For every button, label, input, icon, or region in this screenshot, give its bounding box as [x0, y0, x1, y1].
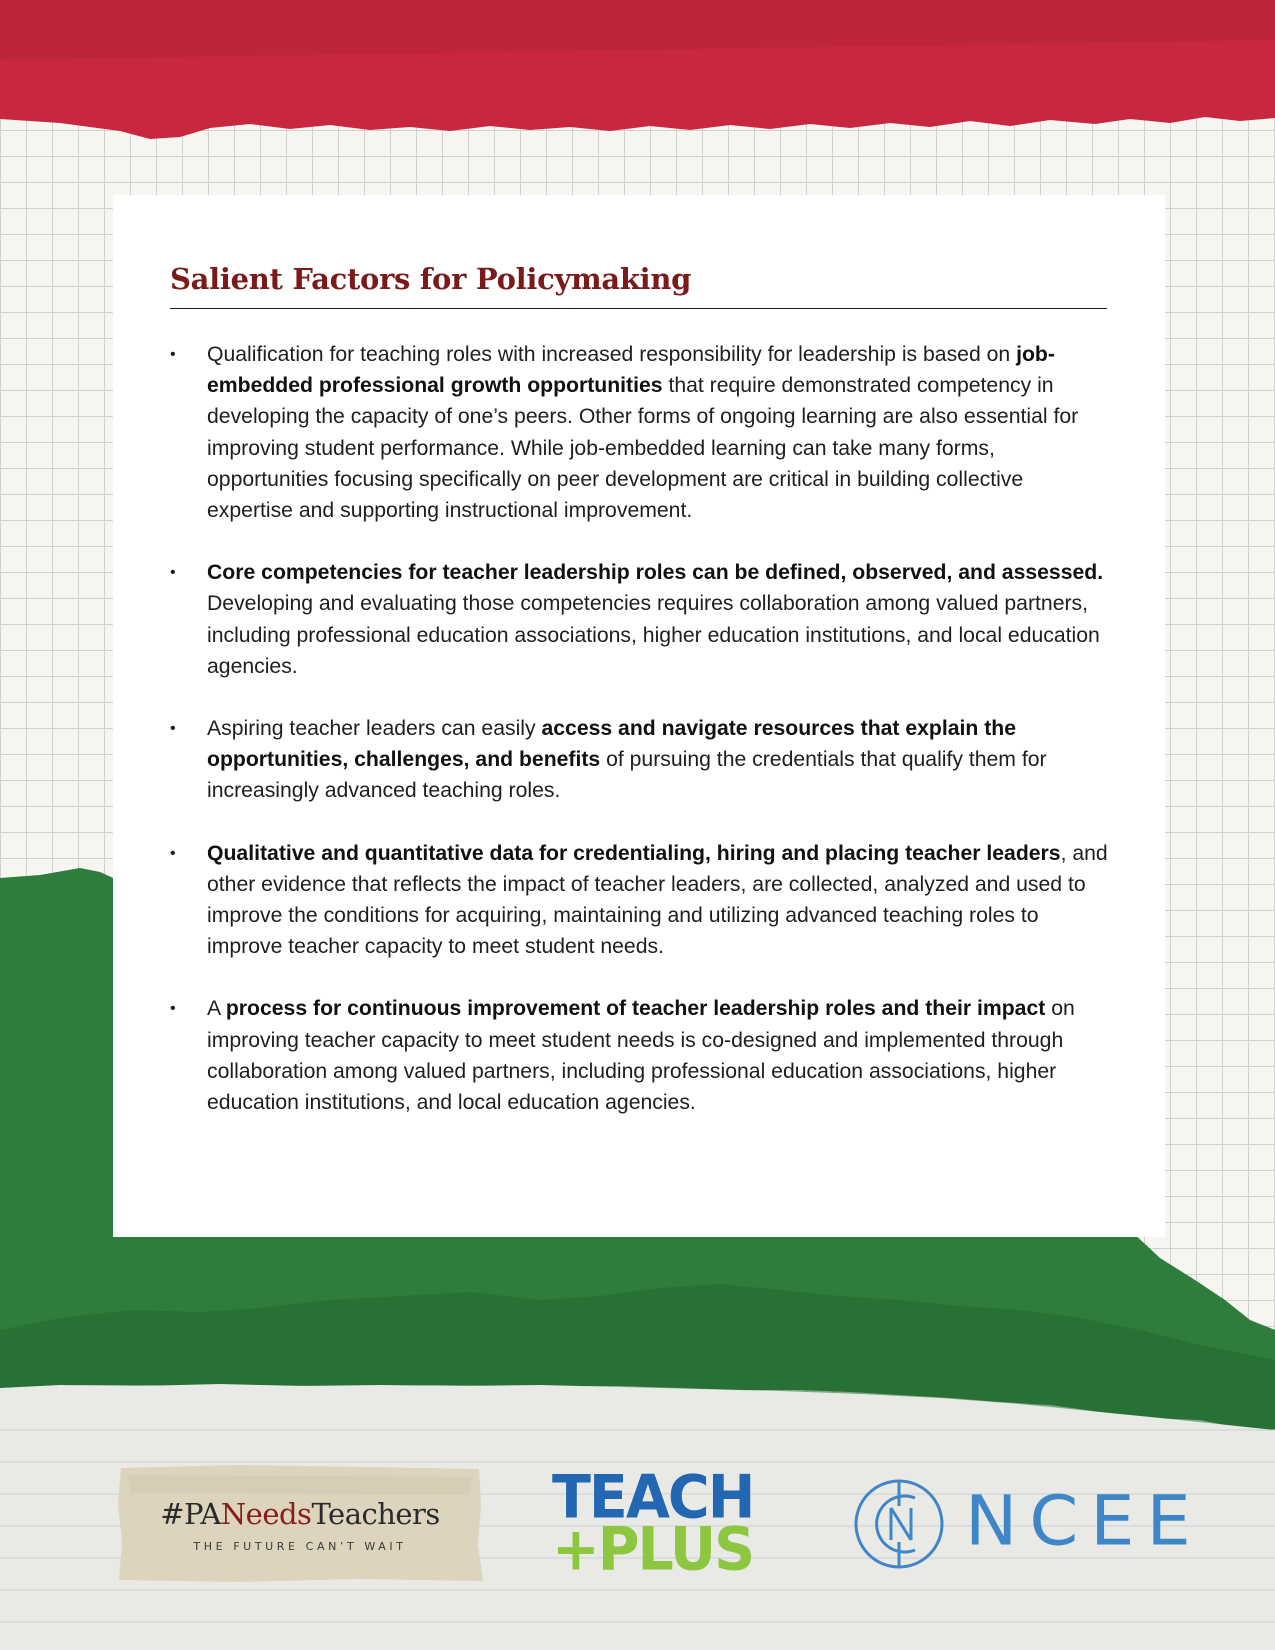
list-item — [170, 339, 1110, 526]
plus-wordmark: +PLUS — [552, 1514, 754, 1585]
ncee-logo — [853, 1478, 1203, 1570]
item-text: Developing and evaluating those competencies requires collaboration among valued partners, including professional education associations, higher education institutions, and local education agencies. — [207, 592, 1100, 678]
item-emphasis: access and navigate resources that explain the opportunities, challenges, and benefits — [207, 717, 1017, 772]
item-text: of pursuing the credentials that qualify them for increasingly advanced teaching roles. — [207, 748, 1047, 803]
bullet-icon: • — [170, 564, 176, 582]
item-text: A — [207, 997, 226, 1021]
paneedsteachers-logo — [117, 1465, 483, 1583]
hashtag-text: #PANeedsTeachers — [160, 1497, 440, 1531]
teach-wordmark: TEACH — [552, 1462, 754, 1533]
teachplus-logo — [552, 1462, 797, 1585]
page-title: Salient Factors for Policymaking — [170, 262, 692, 296]
list-item — [170, 993, 1110, 1118]
item-emphasis: process for continuous improvement of teacher leadership roles and their impact — [225, 997, 1046, 1021]
item-text: Qualification for teaching roles with increased responsibility for leadership is based on — [207, 343, 1017, 366]
item-text: that require demonstrated competency in developing the capacity of one’s peers. Other forms of ongoing learning are also essential for improving student performance. While job-embedded learning can take many forms, opportunities focusing specifically on peer development are critical in building collective expertise and supporting instructional improvement. — [207, 374, 1079, 523]
list-item — [170, 838, 1110, 963]
list-item — [170, 557, 1110, 682]
policy-factors-list — [170, 339, 1110, 1149]
bullet-icon: • — [170, 720, 176, 738]
bullet-icon: • — [170, 844, 176, 862]
item-emphasis: job-embedded professional growth opportunities — [207, 343, 1055, 398]
item-emphasis: Core competencies for teacher leadership roles can be defined, observed, and assessed. — [207, 561, 1104, 585]
item-text: , and other evidence that reflects the impact of teacher leaders, are collected, analyzed and used to improve the conditions for acquiring, maintaining and utilizing advanced teaching roles to improve teacher capacity to meet student needs. — [207, 841, 1108, 959]
ncee-emblem-icon — [853, 1478, 945, 1570]
item-text: Aspiring teacher leaders can easily — [207, 717, 542, 741]
bullet-icon: • — [170, 1000, 176, 1018]
bullet-icon: • — [170, 346, 176, 363]
item-text: on improving teacher capacity to meet student needs is co-designed and implemented through collaboration among valued partners, including professional education associations, higher education institutions, and local education agencies. — [207, 997, 1075, 1115]
tagline: THE FUTURE CAN’T WAIT — [193, 1540, 407, 1553]
title-divider — [170, 308, 1107, 309]
item-emphasis: Qualitative and quantitative data for credentialing, hiring and placing teacher leaders — [207, 841, 1061, 865]
list-item — [170, 713, 1110, 807]
ncee-wordmark: NCEE — [965, 1480, 1203, 1562]
